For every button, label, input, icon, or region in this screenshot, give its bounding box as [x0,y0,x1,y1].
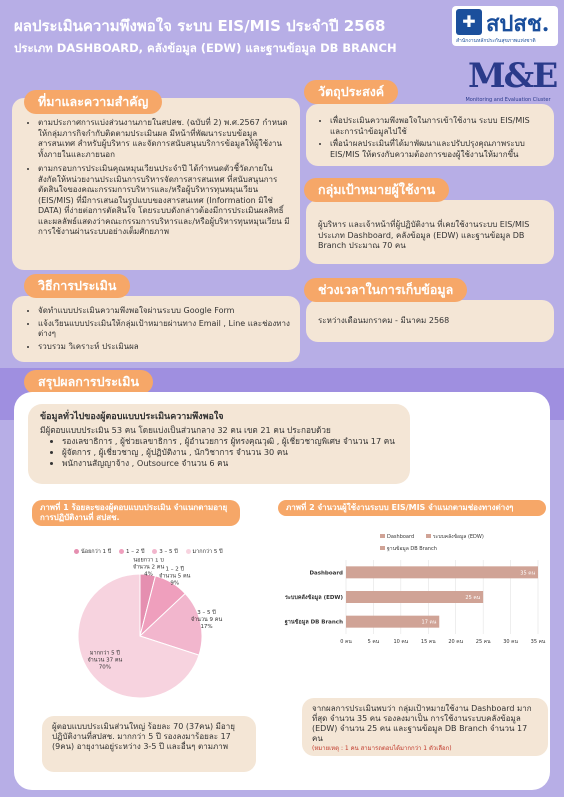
svg-text:จำนวน 37 คน: จำนวน 37 คน [87,657,123,664]
pie-legend-item: น้อยกว่า 1 ปี [81,549,112,555]
bar-data-label: 17 คน [421,619,437,626]
general-info-title: ข้อมูลทั่วไปของผู้ตอบแบบประเมินความพึงพอใจ [40,412,224,422]
svg-text:70%: 70% [98,664,112,671]
background-card [12,98,300,270]
bar-data-label: 25 คน [465,595,481,601]
method-title: วิธีการประเมิน [24,274,130,298]
bar [346,566,538,578]
nhso-logo [452,6,558,46]
bar-legend-item [426,533,484,540]
svg-text:มากกว่า 5 ปี: มากกว่า 5 ปี [89,650,120,657]
bar-x-tick-label: 35 คน [530,639,546,645]
bar-x-tick-label: 15 คน [420,639,436,645]
bar-chart [276,530,548,670]
bar-legend-item [380,534,414,540]
bar-x-tick-label: 30 คน [503,639,518,645]
target-title: กลุ่มเป้าหมายผู้ใช้งาน [304,178,449,202]
objective-title: วัตถุประสงค์ [304,80,398,104]
method-card [12,296,300,362]
general-info-item: • รองเลขาธิการ , ผู้ช่วยเลขาธิการ , ผู้อำนวยการ ผู้ทรงคุณวุฒิ , ผู้เชี่ยวชาญพิเศษ จำนวน 17 คน [62,436,400,447]
page-subtitle: ประเภท DASHBOARD, คลังข้อมูล (EDW) และฐานข้อมูล DB BRANCH [14,41,397,55]
background-item: • ตามประกาศการแบ่งส่วนงานภายในสปสช. (ฉบับที่ 2) พ.ศ.2567 กำหนดให้กลุ่มภารกิจกำกับติดตามประเมินผล มีหน้าที่พัฒนาระบบข้อมูลสารสนเทศ สำหรับผู้บริหาร และจัดการสนับสนุนบริการข้อมูลให้ผู้ใช้งานทั้งภายในและภายนอก [38,118,290,160]
period-title: ช่วงเวลาในการเก็บข้อมูล [304,278,467,302]
bar-x-tick-label: 0 คน [340,639,352,645]
target-text: ผู้บริหาร และเจ้าหน้าที่ผู้ปฏิบัติงาน ที่เคยใช้งานระบบ EIS/MIS ประเภท Dashboard, คลังข้อมูล (EDW) และฐานข้อมูล DB Branch ประมาณ 70 คน [318,220,530,250]
bar-x-tick-label: 20 คน [448,639,464,645]
period-card [306,300,554,342]
pie-chart [30,558,270,708]
nhso-emblem-icon: ✚ [456,9,482,35]
figure2-note-text: จากผลการประเมินพบว่า กลุ่มเป้าหมายใช้งาน Dashboard มากที่สุด จำนวน 35 คน รองลงมาเป็น การใช้งานระบบคลังข้อมูล (EDW) จำนวน 25 คน และฐานข้อมูล DB Branch จำนวน 17 คน [312,704,532,743]
background-item: • ตามกรอบการประเมินคุณหมุนเวียนประจำปี ได้กำหนดตัวชี้วัดภายในสังกัดให้หน่วยงานประเมินการบริหารจัดการสารสนเทศ ที่สนับสนุนการตัดสินใจของคณะกรรมการบริหารและ/หรือผู้บริหารทุนหมุนเวียน (EIS/MIS) ที่มีการเสนอในรูปแบบของสารสนเทศ (Information มิใช่ DATA) ที่ง่ายต่อการตัดสินใจ โดยระบบดังกล่าวต้องมีการประเมินผลสิทธิ์ และผลลัพธ์แสดงว่าคณะกรรมการบริหารและ/หรือผู้บริหารทุนหมุนเวียน มีการใช้งานผ่านระบบอย่างเต็มศักยภาพ [38,164,290,238]
method-item: • จัดทำแบบประเมินความพึงพอใจผ่านระบบ Google Form [38,306,290,317]
svg-text:9%: 9% [170,580,180,587]
svg-text:Dashboard: Dashboard [387,534,415,540]
svg-text:3 – 5 ปี: 3 – 5 ปี [197,610,216,617]
general-info-text: มีผู้ตอบแบบประเมิน 53 คน โดยแบ่งเป็นส่วนกลาง 32 คน เขต 21 คน ประกอบด้วย [40,425,331,435]
objective-item: • เพื่อประเมินความพึงพอใจในการเข้าใช้งาน ระบบ EIS/MIS และการนำข้อมูลไปใช้ [330,116,546,137]
pie-legend [68,548,223,556]
bar-x-tick-label: 25 คน [475,639,491,645]
figure2-footnote: (หมายเหตุ : 1 คน สามารถตอบได้มากกว่า 1 ตัวเลือก) [312,745,452,752]
bar-category-label: ฐานข้อมูล DB Branch [284,619,343,626]
figure1-note: ผู้ตอบแบบประเมินส่วนใหญ่ ร้อยละ 70 (37คน) มีอายุปฏิบัติงานที่สปสช. มากกว่า 5 ปี รองลงมาร้อยละ 17 (9คน) อายุงานอยู่ระหว่าง 3-5 ปี และอื่นๆ ตามภาพ [42,716,256,772]
objective-card [306,104,554,166]
svg-text:1 – 2 ปี: 1 – 2 ปี [165,566,184,573]
pie-legend-item: 1 – 2 ปี [126,549,145,555]
svg-text:ระบบคลังข้อมูล (EDW): ระบบคลังข้อมูล (EDW) [433,534,484,540]
bar-data-label: 35 คน [520,570,535,577]
svg-text:จำนวน 9 คน: จำนวน 9 คน [190,617,223,624]
objective-item: • เพื่อนำผลประเมินที่ได้มาพัฒนาและปรับปรุงคุณภาพระบบ EIS/MIS ให้ตรงกับความต้องการของผู้ใช้งานให้มากขึ้น [330,139,546,160]
bar-legend-item [380,545,437,552]
method-item: • รวบรวม วิเคราะห์ ประเมินผล [38,342,290,353]
general-info-item: • ผู้จัดการ , ผู้เชี่ยวชาญ , ผู้ปฏิบัติงาน , นักวิชาการ จำนวน 30 คน [62,447,400,458]
me-logo: M&E [468,56,557,96]
bar-x-tick-label: 5 คน [367,639,380,645]
page-title: ผลประเมินความพึงพอใจ ระบบ EIS/MIS ประจำปี 2568 [14,17,386,35]
background-title: ที่มาและความสำคัญ [24,90,162,114]
target-card [306,200,554,264]
method-item: • แจ้งเวียนแบบประเมินให้กลุ่มเป้าหมายผ่านทาง Email , Line และช่องทางต่างๆ [38,319,290,340]
general-info-card [28,404,410,484]
logo-text: สปสช. [486,11,550,37]
figure1-label: ภาพที่ 1 ร้อยละของผู้ตอบแบบประเมิน จำแนกตามอายุการปฏิบัติงานที่ สปสช. [32,500,240,526]
summary-title: สรุปผลการประเมิน [24,370,153,394]
bar [346,591,483,603]
figure2-label: ภาพที่ 2 จำนวนผู้ใช้งานระบบ EIS/MIS จำแนกตามช่องทางต่างๆ [278,500,546,516]
svg-text:4%: 4% [144,571,153,578]
svg-text:น้อยกว่า 1 ปี: น้อยกว่า 1 ปี [133,558,164,564]
me-logo-subtext: Monitoring and Evaluation Cluster [465,97,551,103]
pie-legend-item: มากกว่า 5 ปี [192,549,223,555]
svg-text:จำนวน 2 คน: จำนวน 2 คน [132,564,165,571]
bar-category-label: ระบบคลังข้อมูล (EDW) [284,595,343,601]
svg-text:17%: 17% [200,624,213,631]
svg-text:ฐานข้อมูล DB Branch: ฐานข้อมูล DB Branch [387,546,437,552]
bar-x-tick-label: 10 คน [393,639,409,645]
general-info-item: • พนักงานสัญญาจ้าง , Outsource จำนวน 6 คน [62,458,400,469]
pie-legend-item: 3 – 5 ปี [159,549,178,555]
svg-text:จำนวน 5 คน: จำนวน 5 คน [159,573,191,580]
period-text: ระหว่างเดือนมกราคม - มีนาคม 2568 [318,316,450,325]
bar-category-label: Dashboard [309,570,343,577]
figure2-note [302,698,548,756]
logo-subtext: สำนักงานหลักประกันสุขภาพแห่งชาติ [456,38,536,44]
